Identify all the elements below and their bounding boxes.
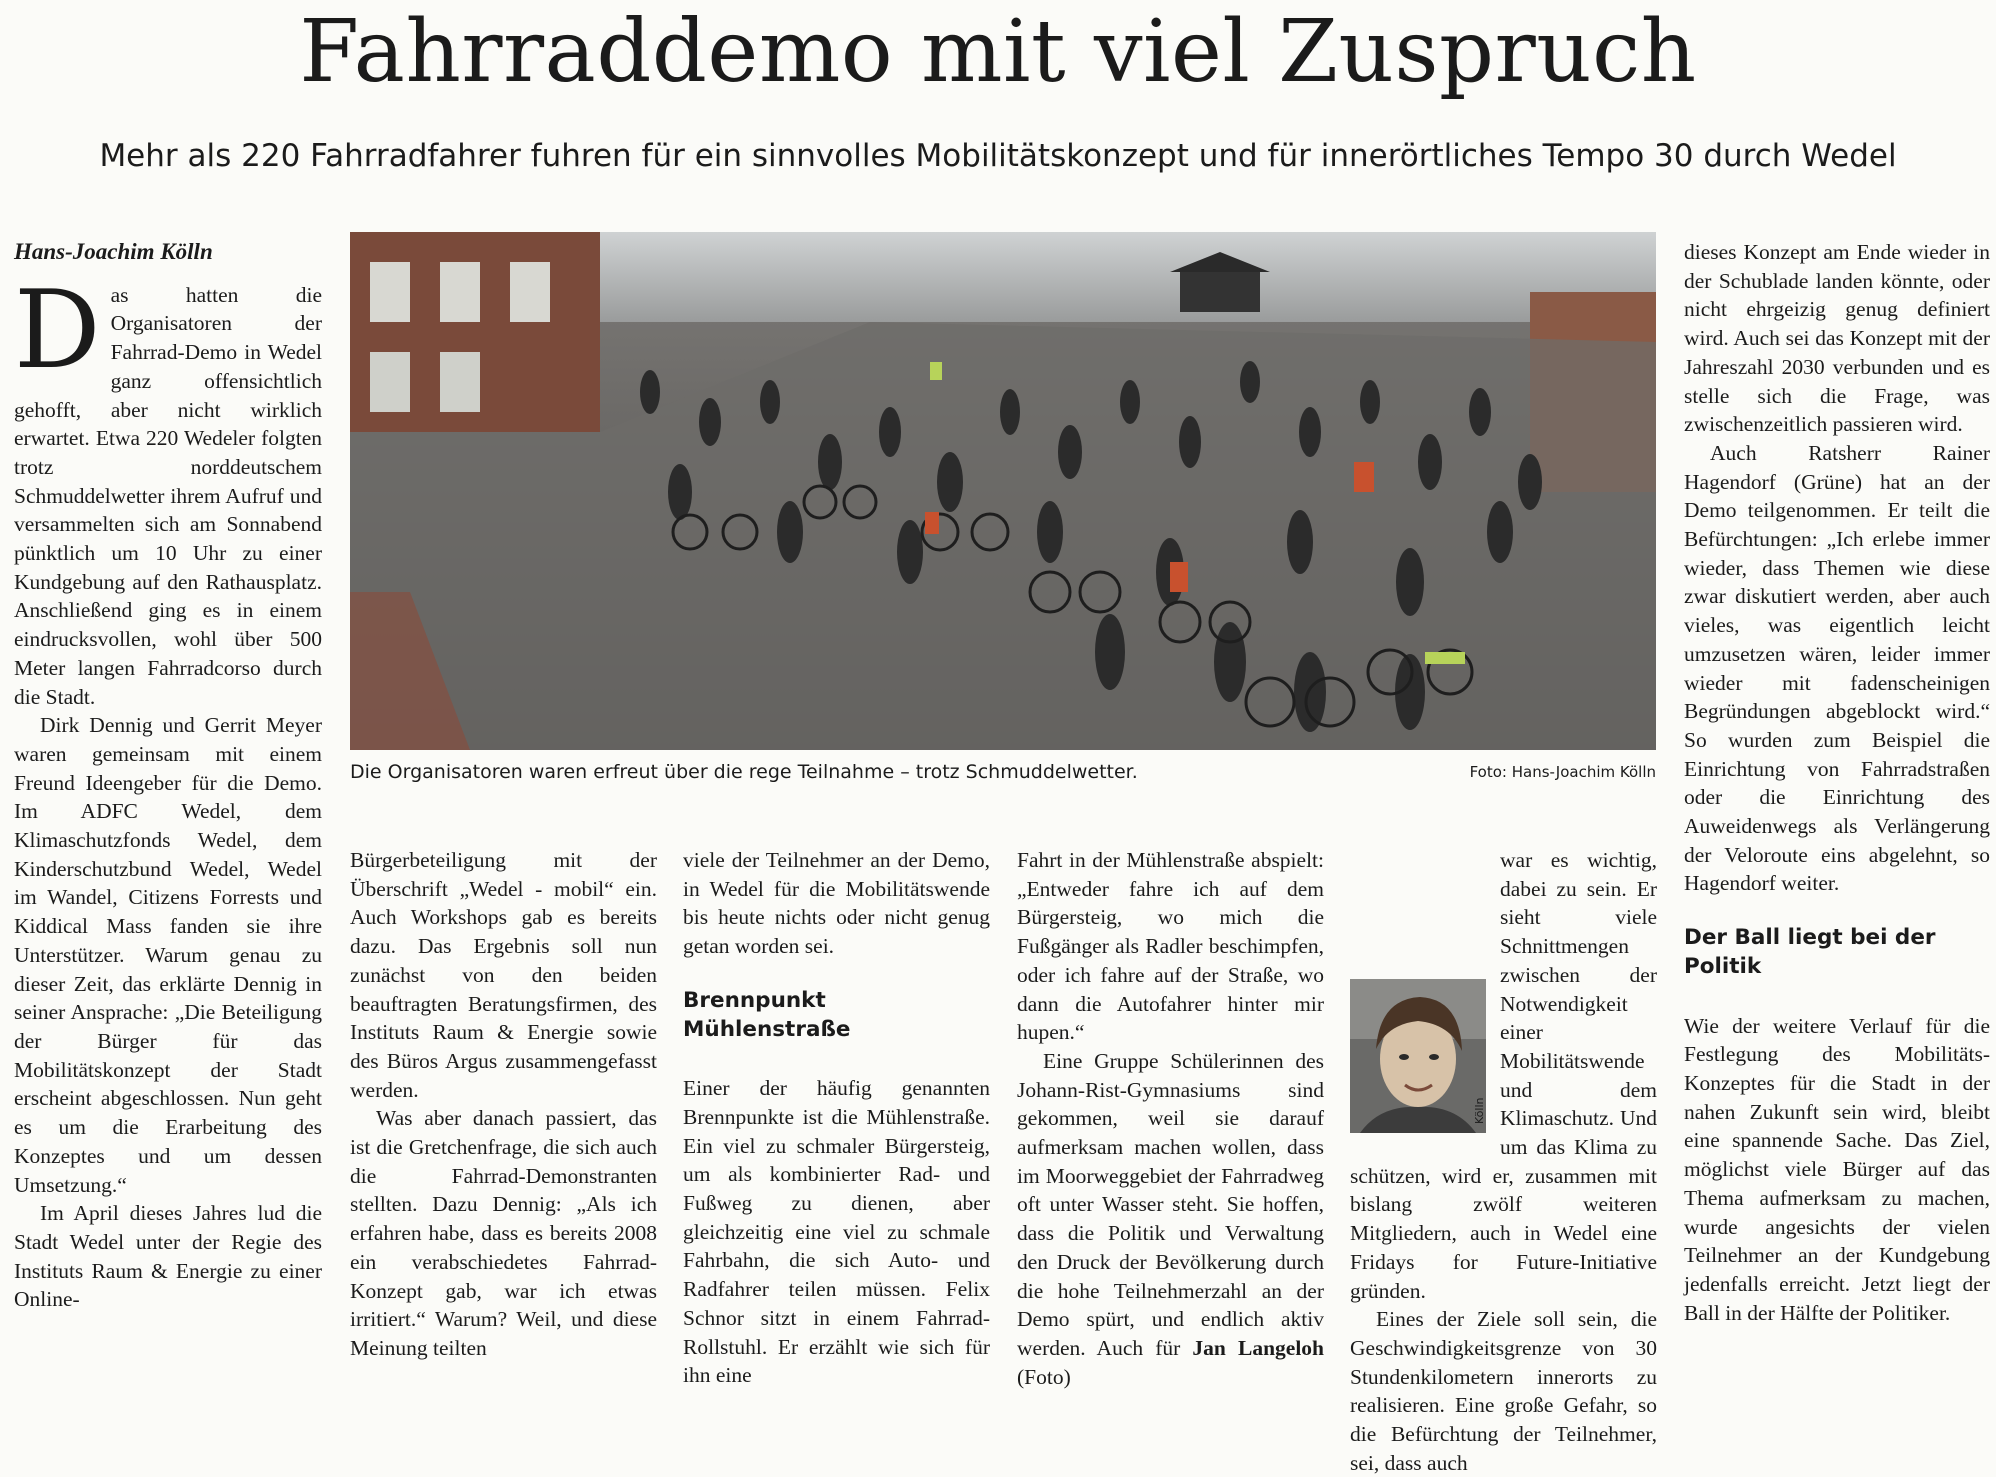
portrait-float-spacer bbox=[1350, 966, 1500, 1136]
column-1 bbox=[14, 238, 322, 1314]
col1-paragraph-3: Im April dieses Jahres lud die Stadt Wedel unter der Regie des Instituts Raum & Energie zu einer Online- bbox=[14, 1201, 322, 1312]
column-4 bbox=[1017, 846, 1324, 1391]
col2-paragraph-2: Was aber danach passiert, das ist die Gretchenfrage, die sich auch die Fahrrad-Demonstranten stellten. Dazu Dennig: „Als ich erfahren habe, dass es bereits 2008 ein verabschiedetes Fahrrad-Konzept gab, war ich etwas irritiert.“ Warum? Weil, und diese Meinung teilten bbox=[350, 1106, 657, 1360]
photo-crowd-graphic bbox=[350, 232, 1656, 750]
col1-paragraph-1: Das hatten die Organisatoren der Fahrrad-Demo in Wedel ganz offensichtlich gehofft, aber nicht wirklich erwartet. Etwa 220 Wedeler folgten trotz norddeutschem Schmuddelwetter ihrem Aufruf und versammelten sich am Sonnabend pünktlich um 10 Uhr zu einer Kundgebung auf den Rathausplatz. Anschließend ging es in einem eindrucksvollen, wohl über 500 Meter langen Fahrradcorso durch die Stadt. bbox=[14, 267, 322, 709]
column-3 bbox=[683, 846, 990, 1390]
column-2 bbox=[350, 846, 657, 1363]
col6-paragraph-2: Auch Ratsherr Rainer Hagendorf (Grüne) hat an der Demo teilgenommen. Er teilt die Befürchtungen: „Ich erlebe immer wieder, dass Themen wie diese zwar diskutiert werden, aber auch vieles, was eigentlich leicht umzusetzen wären, leider immer wieder mit fadenscheinigen Begründungen abgeblockt wird.“ So wurden zum Beispiel die Einrichtung von Fahrradstraßen oder die Einrichtung des Auweidenwegs als Verlängerung der Veloroute eins abgelehnt, so Hagendorf weiter. bbox=[1684, 440, 1990, 896]
col6-subheading: Der Ball liegt bei der Politik bbox=[1684, 925, 1936, 979]
col5-paragraph-1: war es wichtig, dabei zu sein. Er sieht viele Schnittmengen zwischen der Notwendigkeit einer Mobilitätswende und dem Klimaschutz. Und um das Klima zu schützen, wird er, zusammen mit bislang zwölf weiteren Mitgliedern, auch in Wedel eine Fridays for Future-Initiative gründen. bbox=[1350, 848, 1657, 1303]
col4-paragraph-2: Eine Gruppe Schülerinnen des Johann-Rist-Gymnasiums sind gekommen, weil sie darauf aufmerksam machen wollen, dass im Moorweggebiet der Fahrradweg oft unter Wasser steht. Sie hoffen, dass die Politik und Verwaltung den Druck der Bevölkerung durch die hohe Teilnehmerzahl an der Demo spürt, und endlich aktiv werden. Auch für Jan Langeloh (Foto) bbox=[1017, 1048, 1325, 1389]
column-6 bbox=[1684, 238, 1990, 1327]
col3-paragraph-1: viele der Teilnehmer an der Demo, in Wedel für die Mobilitätswende bis heute nichts oder nicht genug getan worden sei. bbox=[683, 848, 990, 959]
col5-paragraph-2: Eines der Ziele soll sein, die Geschwindigkeitsgrenze von 30 Stundenkilometern innerorts zu realisieren. Eine große Gefahr, so die Befürchtung der Teilnehmer, sei, dass auch bbox=[1350, 1307, 1657, 1475]
col6-paragraph-3: Wie der weitere Verlauf für die Festlegung des Mobilitäts-Konzeptes für die Stadt in der nahen Zukunft sein wird, bleibt eine spannende Sache. Das Ziel, möglichst viele Bürger auf das Thema aufmerksam zu machen, wurde angesichts der vielen Teilnehmer an der Kundgebung jedenfalls erreicht. Jetzt liegt der Ball in der Hälfte der Politiker. bbox=[1684, 1013, 1990, 1325]
headline: Fahrraddemo mit viel Zuspruch bbox=[299, 2, 1697, 102]
photo-caption-row bbox=[350, 757, 1656, 787]
col4-paragraph-1: Fahrt in der Mühlenstraße abspielt: „Entweder fahre ich auf dem Bürgersteig, wo mich die Fußgänger als Radler beschimpfen, oder ich fahre auf der Straße, wo dann die Autofahrer hinter mir hupen.“ bbox=[1017, 848, 1324, 1045]
col3-paragraph-2: Einer der häufig genannten Brennpunkte ist die Mühlenstraße. Ein viel zu schmaler Bürgersteig, um als kombinierter Rad- und Fußweg zu dienen, aber gleichzeitig eine viel zu schmale Fahrbahn, die sich Auto- und Radfahrer teilen müssen. Felix Schnor sitzt in einem Fahrrad-Rollstuhl. Er erzählt wie sich für ihn eine bbox=[683, 1076, 990, 1388]
photo-credit: Foto: Hans-Joachim Kölln bbox=[1469, 763, 1656, 781]
portrait-credit: Kölln bbox=[1473, 1097, 1486, 1124]
photo-caption: Die Organisatoren waren erfreut über die rege Teilnahme – trotz Schmuddelwetter. bbox=[350, 761, 1138, 783]
col6-paragraph-1: dieses Konzept am Ende wieder in der Schublade landen könnte, oder nicht ehrgeizig genug definiert wird. Auch sei das Konzept mit der Jahreszahl 2030 verbunden und es stelle sich die Frage, was zwischenzeitlich passieren wird. bbox=[1684, 240, 1990, 437]
col3-subheading: Brennpunkt Mühlenstraße bbox=[683, 987, 851, 1042]
col2-paragraph-1: Bürgerbeteiligung mit der Überschrift „Wedel - mobil“ ein. Auch Workshops gab es bereits dazu. Das Ergebnis soll nun zunächst von den beiden beauftragten Beratungsfirmen, des Instituts Raum & Energie sowie des Büros Argus zusammengefasst werden. bbox=[350, 848, 657, 1102]
demo-photo bbox=[350, 232, 1656, 750]
dropcap-letter: D bbox=[14, 267, 101, 393]
column-5 bbox=[1350, 846, 1657, 1477]
subheadline: Mehr als 220 Fahrradfahrer fuhren für ein sinnvolles Mobilitätskonzept und für innerörtliches Tempo 30 durch Wedel bbox=[99, 138, 1897, 174]
col1-paragraph-2: Dirk Dennig und Gerrit Meyer waren gemeinsam mit einem Freund Ideengeber für die Demo. Im ADFC Wedel, dem Klimaschutzfonds Wedel, dem Kinderschutzbund Wedel, Wedel im Wandel, Citizens Forrests und Kiddical Mass fanden sie ihre Unterstützer. Warum genau zu dieser Zeit, das erklärte Dennig in seiner Ansprache: „Die Beteiligung der Bürger für das Mobilitätskonzept der Stadt erscheint abgeschlossen. Nun geht es um die Erarbeitung des Konzeptes und um dessen Umsetzung.“ bbox=[14, 713, 322, 1197]
author-byline: Hans-Joachim Kölln bbox=[14, 239, 213, 264]
person-name: Jan Langeloh bbox=[1192, 1335, 1325, 1360]
